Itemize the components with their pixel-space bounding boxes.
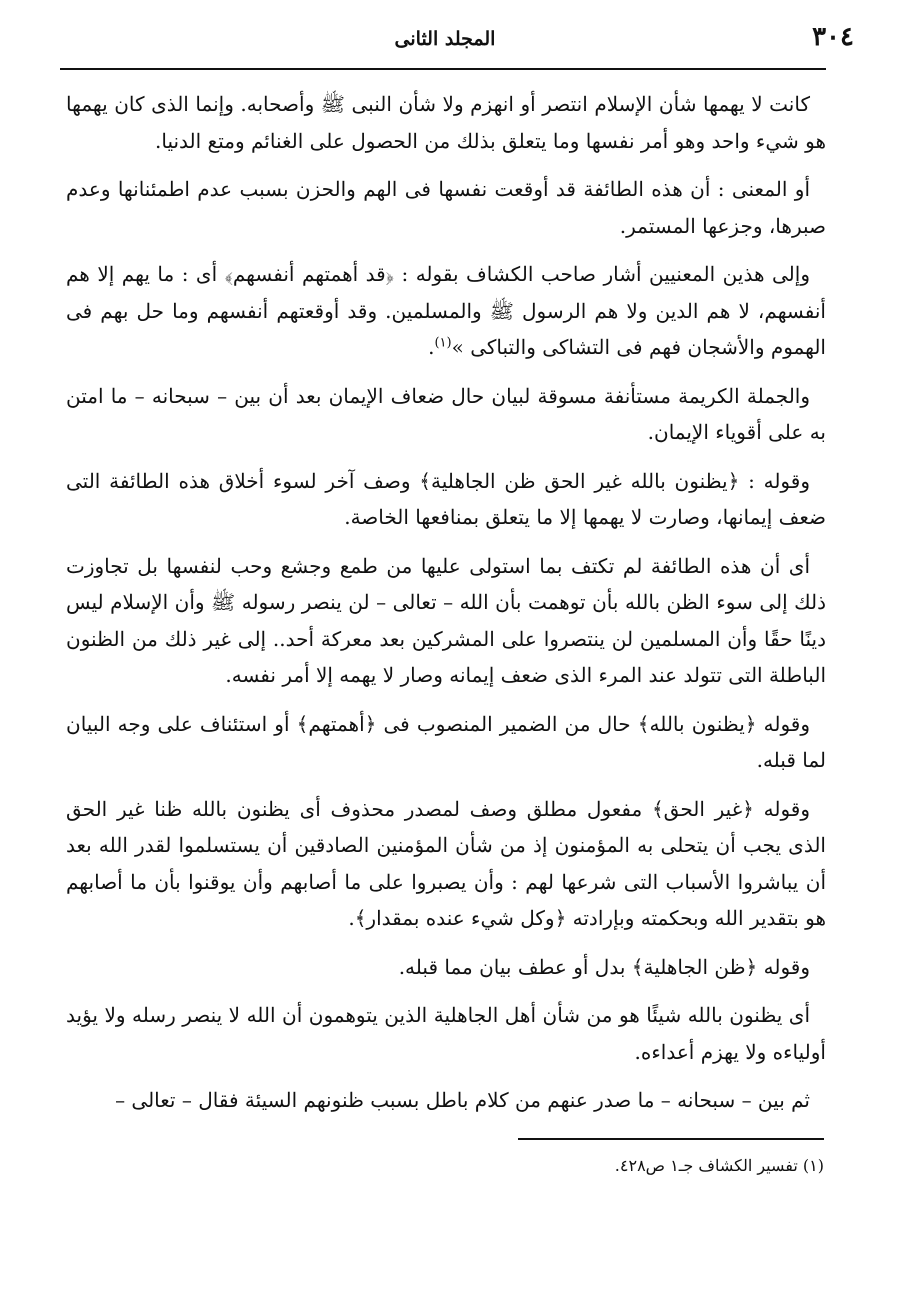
paragraph: وقوله ﴿ظن الجاهلية﴾ بدل أو عطف بيان مما قبله.: [398, 954, 810, 979]
paragraph: أى أن هذه الطائفة لم تكتف بما استولى عليها من طمع وجشع وحب لنفسها بل تجاوزت ذلك إلى سوء الظن بالله بأن توهمت بأن الله – تعالى – لن ينصر رسوله ﷺ وأن الإسلام ليس دينًا حقًا وأن المسلمين لن ينتصروا على المشركين بعد معركة أحد.. إلى غير ذلك من الظنون الباطلة التى تتولد عند المرء الذى ضعف إيمانه وصار لا يهمه إلا أمر نفسه.: [66, 553, 826, 687]
paragraph: وقوله ﴿غير الحق﴾ مفعول مطلق وصف لمصدر محذوف أى يظنون بالله ظنا غير الحق الذى يجب أن يتحلى به المؤمنون إذ من شأن المؤمنين الصادقين أن يستسلموا لقدر الله بعد أن يباشروا الأسباب التى شرعها لهم : وأن يصبروا على ما أصابهم وأن يوقنوا بأن ما أصابهم هو بتقدير الله وبحكمته وبإرادته ﴿وكل شيء عنده بمقدار﴾.: [66, 796, 826, 930]
paragraph: وقوله : ﴿يظنون بالله غير الحق ظن الجاهلية﴾ وصف آخر لسوء أخلاق هذه الطائفة التى ضعف إيمانها، وصارت لا يهمها إلا ما يتعلق بمنافعها الخاصة.: [66, 468, 826, 529]
page-number: ٣٠٤: [812, 22, 854, 52]
paragraph-text: وإلى هذين المعنيين أشار صاحب الكشاف بقوله : ﴿قد أهمتهم أنفسهم﴾ أى : ما يهم إلا هم أنفسهم، لا هم الدين ولا هم الرسول ﷺ والمسلمين. وقد أوقعتهم أنفسهم وما حل بهم فى الهموم والأشجان فهم فى التشاكى والتباكى »: [66, 262, 826, 359]
paragraph: والجملة الكريمة مستأنفة مسوقة لبيان حال ضعاف الإيمان بعد أن بين – سبحانه – ما امتن به على أقوياء الإيمان.: [66, 383, 826, 444]
footnote-divider: [518, 1138, 824, 1140]
paragraph: وقوله ﴿يظنون بالله﴾ حال من الضمير المنصوب فى ﴿أهمتهم﴾ أو استئناف على وجه البيان لما قبله.: [66, 711, 826, 772]
paragraph: ثم بين – سبحانه – ما صدر عنهم من كلام باطل بسبب ظنونهم السيئة فقال – تعالى –: [115, 1088, 810, 1112]
paragraph: وإلى هذين المعنيين أشار صاحب الكشاف بقوله : ﴿قد أهمتهم أنفسهم﴾ أى : ما يهم إلا هم أنفسهم، لا هم الدين ولا هم الرسول ﷺ والمسلمين. وقد أوقعتهم أنفسهم وما حل بهم فى الهموم والأشجان فهم فى التشاكى والتباكى »$^{(١)}$.: [66, 262, 826, 359]
volume-title: المجلد الثانى: [394, 28, 496, 50]
paragraph: أى يظنون بالله شيئًا هو من شأن أهل الجاهلية الذين يتوهمون أن الله لا ينصر رسله ولا يؤيد أولياءه ولا يهزم أعداءه.: [66, 1003, 826, 1064]
paragraph: كانت لا يهمها شأن الإسلام انتصر أو انهزم ولا شأن النبى ﷺ وأصحابه. وإنما الذى كان يهمها هو شيء واحد وهو أمر نفسها وما يتعلق بذلك من الحصول على الغنائم ومتع الدنيا.: [66, 92, 826, 153]
footnote-reference: (١): [434, 335, 452, 351]
main-text: [66, 86, 826, 1131]
header-divider: [60, 68, 826, 70]
paragraph: أو المعنى : أن هذه الطائفة قد أوقعت نفسها فى الهم والحزن بسبب عدم اطمئنانها وعدم صبرها، وجزعها المستمر.: [66, 177, 826, 238]
footnote: (١) تفسير الكشاف جـ١ ص٤٢٨.: [614, 1156, 824, 1175]
